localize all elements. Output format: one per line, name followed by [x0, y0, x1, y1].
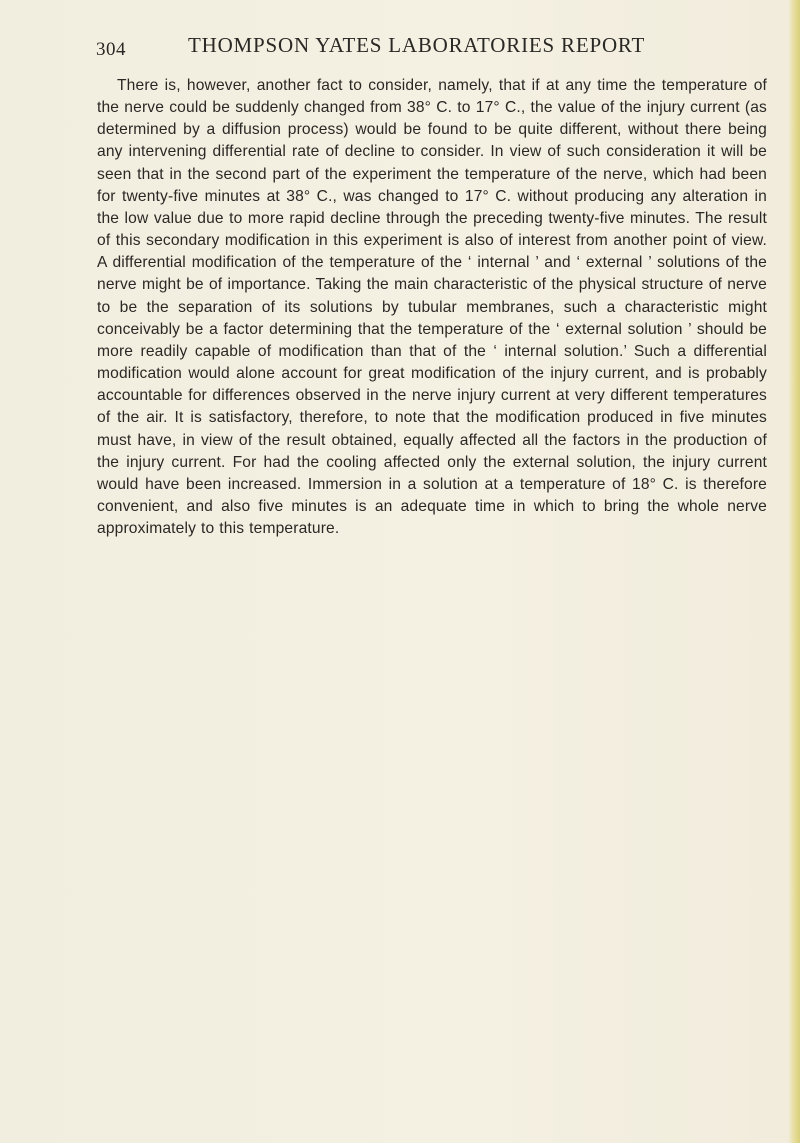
running-title: THOMPSON YATES LABORATORIES REPORT: [188, 33, 646, 57]
page-edge-shadow: [788, 0, 800, 1143]
page-header: [96, 33, 756, 63]
body-paragraph: There is, however, another fact to consider, namely, that if at any time the temperature of the nerve could be suddenly changed from 38° C. to 17° C., the value of the injury current (as determined by a diffusion process) would be found to be quite different, without there being any intervening differential rate of decline to consider. In view of such consideration it will be seen that in the second part of the experiment the temperature of the nerve, which had been for twenty-five minutes at 38° C., was changed to 17° C. without producing any alteration in the low value due to more rapid decline through the preceding twenty-five minutes. The result of this secondary modification in this experiment is also of interest from another point of view. A differential modification of the temperature of the ‘ internal ’ and ‘ external ’ solutions of the nerve might be of importance. Taking the main characteristic of the physical structure of nerve to be the separation of its solutions by tubular membranes, such a characteristic might conceivably be a factor determining that the temperature of the ‘ external solution ’ should be more readily capable of modification than that of the ‘ internal solution.’ Such a differential modification would alone account for great modification of the injury current, and is probably accountable for differences observed in the nerve injury current at very different temperatures of the air. It is satisfactory, therefore, to note that the modification produced in five minutes must have, in view of the result obtained, equally affected all the factors in the production of the injury current. For had the cooling affected only the external solution, the injury current would have been increased. Immersion in a solution at a temperature of 18° C. is therefore convenient, and also five minutes is an adequate time in which to bring the whole nerve approximately to this temperature.: [97, 77, 767, 538]
page-number: 304: [96, 39, 126, 60]
